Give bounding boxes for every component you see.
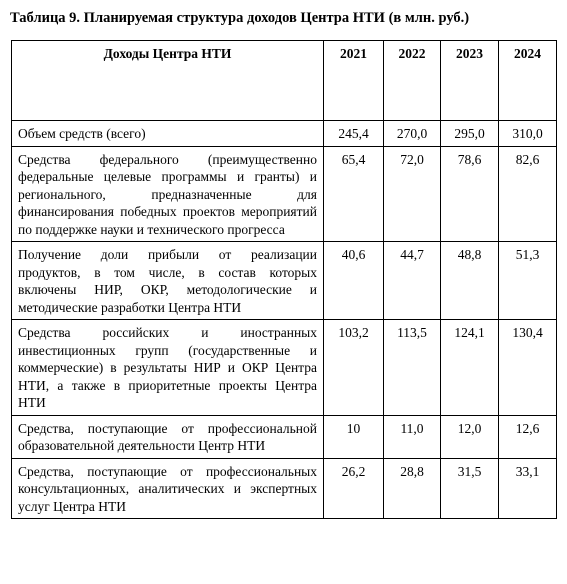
cell-value: 26,2 (324, 458, 384, 519)
table-caption: Таблица 9. Планируемая структура доходов Центра НТИ (в млн. руб.) (10, 10, 470, 26)
table-row (12, 242, 557, 320)
header-row (12, 41, 557, 121)
row-label-profit-share: Получение доли прибыли от реализации продуктов, в том числе, в состав которых включены НИР, ОКР, методологические и методические разработки Центра НТИ (12, 242, 324, 320)
cell-value: 113,5 (384, 320, 441, 416)
cell-value: 10 (324, 415, 384, 458)
cell-value: 124,1 (441, 320, 499, 416)
header-year-2023: 2023 (441, 41, 499, 121)
cell-value: 103,2 (324, 320, 384, 416)
cell-value: 295,0 (441, 121, 499, 147)
cell-value: 40,6 (324, 242, 384, 320)
table-row (12, 415, 557, 458)
cell-value: 44,7 (384, 242, 441, 320)
cell-value: 78,6 (441, 146, 499, 242)
cell-value: 48,8 (441, 242, 499, 320)
table-row (12, 121, 557, 147)
row-label-total: Объем средств (всего) (12, 121, 324, 147)
cell-value: 11,0 (384, 415, 441, 458)
table-row (12, 320, 557, 416)
header-year-2021: 2021 (324, 41, 384, 121)
cell-value: 245,4 (324, 121, 384, 147)
cell-value: 12,0 (441, 415, 499, 458)
row-label-education: Средства, поступающие от профессиональной образовательной деятельности Центр НТИ (12, 415, 324, 458)
cell-value: 130,4 (499, 320, 557, 416)
cell-value: 270,0 (384, 121, 441, 147)
row-label-federal-funds: Средства федерального (преимущественно федеральные целевые программы и гранты) и регионального, предназначенные для финансирования победных проектов мероприятий по поддержке науки и технического прогресса (12, 146, 324, 242)
row-label-consulting: Средства, поступающие от профессиональных консультационных, аналитических и экспертных услуг Центра НТИ (12, 458, 324, 519)
header-income-label: Доходы Центра НТИ (12, 41, 324, 121)
cell-value: 33,1 (499, 458, 557, 519)
header-year-2024: 2024 (499, 41, 557, 121)
cell-value: 31,5 (441, 458, 499, 519)
header-year-2022: 2022 (384, 41, 441, 121)
cell-value: 310,0 (499, 121, 557, 147)
table-row (12, 146, 557, 242)
cell-value: 65,4 (324, 146, 384, 242)
cell-value: 82,6 (499, 146, 557, 242)
cell-value: 51,3 (499, 242, 557, 320)
table-row (12, 458, 557, 519)
cell-value: 28,8 (384, 458, 441, 519)
row-label-investment-groups: Средства российских и иностранных инвестиционных групп (государственные и коммерческие) в результаты НИР и ОКР Центра НТИ, а также в приоритетные проекты Центра НТИ (12, 320, 324, 416)
cell-value: 12,6 (499, 415, 557, 458)
cell-value: 72,0 (384, 146, 441, 242)
income-structure-table (11, 40, 557, 519)
